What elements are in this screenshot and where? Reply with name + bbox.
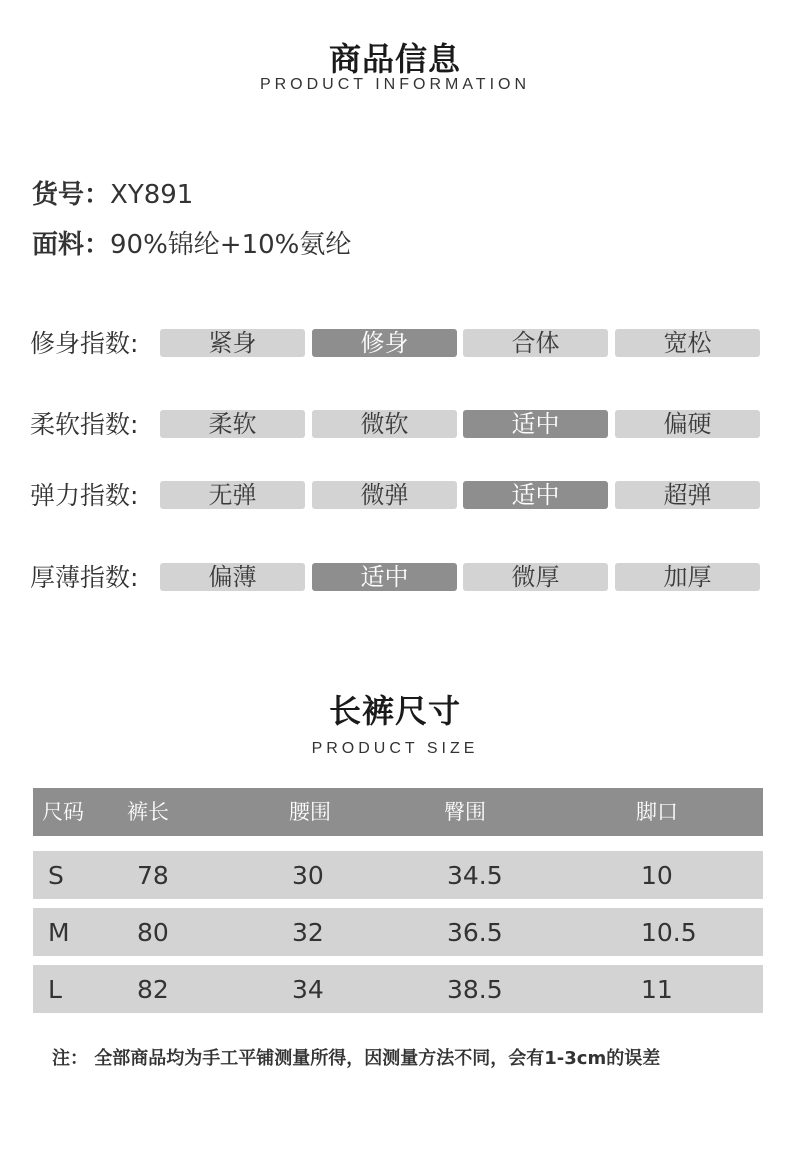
table-cell: 82 bbox=[137, 975, 169, 1004]
index-option: 柔软 bbox=[160, 410, 305, 438]
index-option: 宽松 bbox=[615, 329, 760, 357]
index-option: 合体 bbox=[463, 329, 608, 357]
index-option: 适中 bbox=[463, 410, 608, 438]
table-row bbox=[33, 851, 763, 899]
index-option: 超弹 bbox=[615, 481, 760, 509]
index-option: 偏硬 bbox=[615, 410, 760, 438]
table-cell: 38.5 bbox=[447, 975, 503, 1004]
size-table-header-cell: 脚口 bbox=[636, 800, 678, 824]
table-cell: 11 bbox=[641, 975, 673, 1004]
fabric-line bbox=[32, 224, 351, 261]
table-cell: 34 bbox=[292, 975, 324, 1004]
size-table-header-cell: 腰围 bbox=[289, 800, 331, 824]
table-cell: 30 bbox=[292, 861, 324, 890]
index-option: 微弹 bbox=[312, 481, 457, 509]
table-row bbox=[33, 965, 763, 1013]
item-number-value: XY891 bbox=[110, 180, 194, 210]
index-row-elasticity bbox=[0, 481, 790, 511]
product-info-subtitle: PRODUCT INFORMATION bbox=[259, 76, 531, 93]
index-option: 偏薄 bbox=[160, 563, 305, 591]
fabric-label: 面料： bbox=[32, 230, 111, 260]
index-row-softness bbox=[0, 410, 790, 440]
index-option: 加厚 bbox=[615, 563, 760, 591]
table-cell: S bbox=[48, 861, 64, 890]
table-cell: 34.5 bbox=[447, 861, 503, 890]
size-table-header bbox=[33, 788, 763, 836]
index-option: 适中 bbox=[463, 481, 608, 509]
index-option: 修身 bbox=[312, 329, 457, 357]
index-option: 无弹 bbox=[160, 481, 305, 509]
item-number-label: 货号： bbox=[32, 180, 111, 210]
size-table-header-cell: 尺码 bbox=[42, 800, 84, 824]
index-row-thickness bbox=[0, 563, 790, 593]
index-label: 柔软指数: bbox=[30, 410, 139, 439]
table-cell: 80 bbox=[137, 918, 169, 947]
table-cell: 10.5 bbox=[641, 918, 697, 947]
index-option: 微厚 bbox=[463, 563, 608, 591]
product-info-title: 商品信息 bbox=[328, 40, 461, 78]
index-option: 紧身 bbox=[160, 329, 305, 357]
measurement-note: 注： 全部商品均为手工平铺测量所得，因测量方法不同，会有1-3cm的误差 bbox=[52, 1048, 661, 1069]
table-cell: 32 bbox=[292, 918, 324, 947]
index-option: 微软 bbox=[312, 410, 457, 438]
table-cell: 10 bbox=[641, 861, 673, 890]
index-label: 厚薄指数: bbox=[30, 563, 139, 592]
table-cell: M bbox=[48, 918, 70, 947]
table-row bbox=[33, 908, 763, 956]
table-cell: 78 bbox=[137, 861, 169, 890]
size-table-header-cell: 裤长 bbox=[127, 800, 169, 824]
size-section-title: 长裤尺寸 bbox=[328, 692, 461, 730]
index-option: 适中 bbox=[312, 563, 457, 591]
index-label: 修身指数: bbox=[30, 329, 139, 358]
index-label: 弹力指数: bbox=[30, 481, 139, 510]
size-table-header-cell: 臀围 bbox=[444, 800, 486, 824]
index-row-fit bbox=[0, 329, 790, 359]
table-cell: 36.5 bbox=[447, 918, 503, 947]
fabric-value: 90%锦纶+10%氨纶 bbox=[110, 230, 352, 260]
table-cell: L bbox=[48, 975, 62, 1004]
item-number-line bbox=[32, 174, 193, 211]
size-section-subtitle: PRODUCT SIZE bbox=[311, 740, 479, 757]
